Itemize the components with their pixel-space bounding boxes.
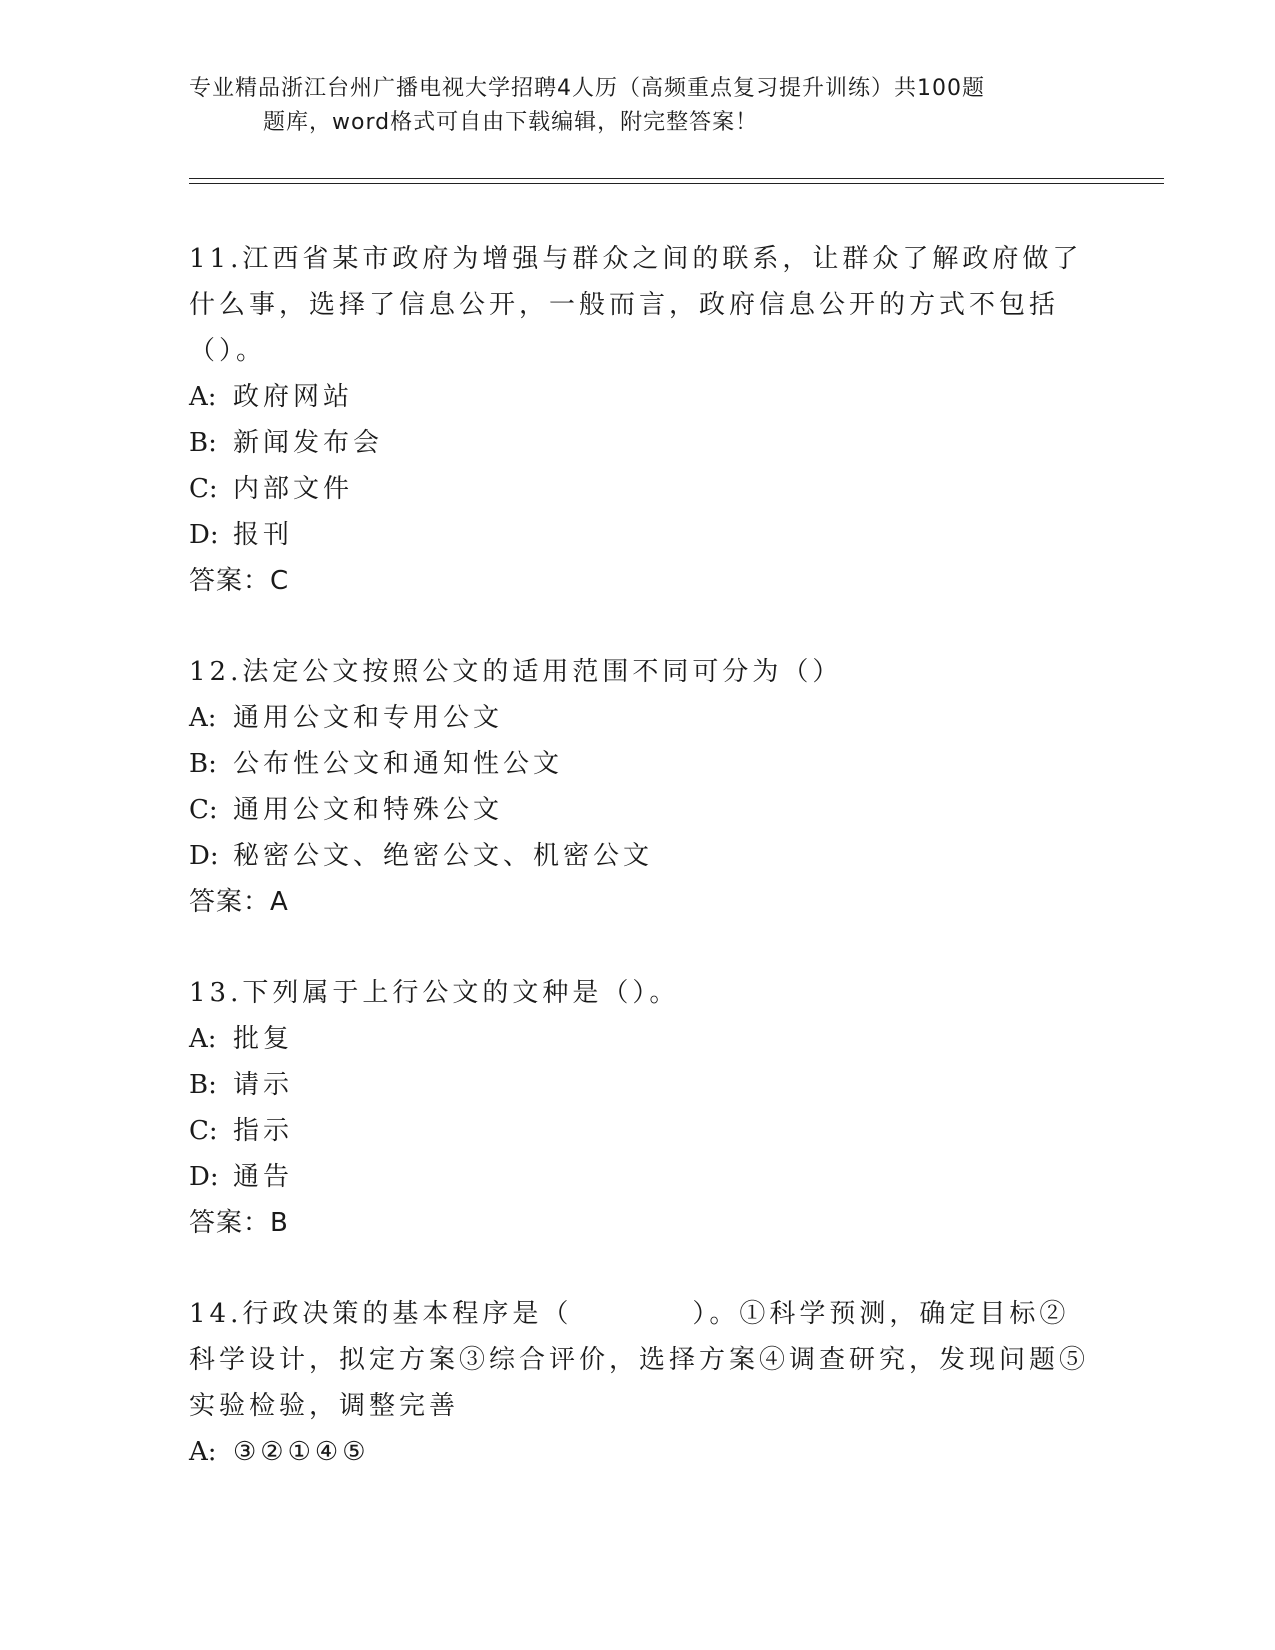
option-text: 秘密公文、绝密公文、机密公文 bbox=[233, 841, 654, 871]
header-title-line1: 专业精品浙江台州广播电视大学招聘4人历（高频重点复习提升训练）共100题 bbox=[189, 76, 985, 101]
option-key: A: bbox=[189, 703, 217, 733]
question-12 bbox=[189, 649, 1089, 925]
answer-line: 答案：C bbox=[189, 566, 290, 596]
option-key: B: bbox=[189, 749, 217, 779]
answer-line: 答案：A bbox=[189, 887, 289, 917]
question-stem: 11.江西省某市政府为增强与群众之间的联系，让群众了解政府做了什么事，选择了信息公开，一般而言，政府信息公开的方式不包括（）。 bbox=[189, 244, 1083, 366]
option-text: 新闻发布会 bbox=[233, 428, 384, 458]
option-key: D: bbox=[189, 841, 219, 871]
header-rule-bottom bbox=[189, 183, 1164, 184]
option-key: B: bbox=[189, 1070, 217, 1100]
option-d bbox=[189, 833, 1089, 879]
option-text: 内部文件 bbox=[233, 474, 354, 504]
question-11 bbox=[189, 236, 1089, 604]
option-d bbox=[189, 1154, 1089, 1200]
option-key: D: bbox=[189, 520, 219, 550]
option-text: 政府网站 bbox=[233, 382, 354, 412]
option-text: 通告 bbox=[233, 1162, 294, 1192]
option-a bbox=[189, 695, 1089, 741]
option-text: 指示 bbox=[233, 1116, 294, 1146]
option-a bbox=[189, 374, 1089, 420]
option-text: 公布性公文和通知性公文 bbox=[233, 749, 564, 779]
option-b bbox=[189, 1062, 1089, 1108]
option-c bbox=[189, 1108, 1089, 1154]
option-key: C: bbox=[189, 1116, 218, 1146]
option-key: C: bbox=[189, 474, 218, 504]
option-text: 通用公文和专用公文 bbox=[233, 703, 504, 733]
option-text: 报刊 bbox=[233, 520, 294, 550]
option-key: A: bbox=[189, 1024, 217, 1054]
question-stem: 14.行政决策的基本程序是（ ）。①科学预测，确定目标②科学设计，拟定方案③综合评价，选择方案④调查研究，发现问题⑤实验检验，调整完善 bbox=[189, 1299, 1090, 1421]
document-header bbox=[189, 72, 1069, 140]
option-text: 通用公文和特殊公文 bbox=[233, 795, 504, 825]
option-text: ③②①④⑤ bbox=[233, 1437, 370, 1467]
option-b bbox=[189, 741, 1089, 787]
option-d bbox=[189, 512, 1089, 558]
question-stem: 12.法定公文按照公文的适用范围不同可分为（） bbox=[189, 657, 843, 687]
question-list bbox=[189, 236, 1089, 1520]
option-a bbox=[189, 1429, 1089, 1475]
option-key: C: bbox=[189, 795, 218, 825]
question-14 bbox=[189, 1291, 1089, 1475]
option-c bbox=[189, 466, 1089, 512]
option-text: 批复 bbox=[233, 1024, 294, 1054]
option-key: B: bbox=[189, 428, 217, 458]
option-c bbox=[189, 787, 1089, 833]
option-text: 请示 bbox=[233, 1070, 294, 1100]
header-title-line2: 题库，word格式可自由下载编辑，附完整答案！ bbox=[263, 110, 759, 135]
question-stem: 13.下列属于上行公文的文种是（）。 bbox=[189, 978, 680, 1008]
option-b bbox=[189, 420, 1089, 466]
option-key: D: bbox=[189, 1162, 219, 1192]
option-a bbox=[189, 1016, 1089, 1062]
question-13 bbox=[189, 970, 1089, 1246]
option-key: A: bbox=[189, 1437, 217, 1467]
header-rule-top bbox=[189, 178, 1164, 179]
answer-line: 答案：B bbox=[189, 1208, 289, 1238]
option-key: A: bbox=[189, 382, 217, 412]
